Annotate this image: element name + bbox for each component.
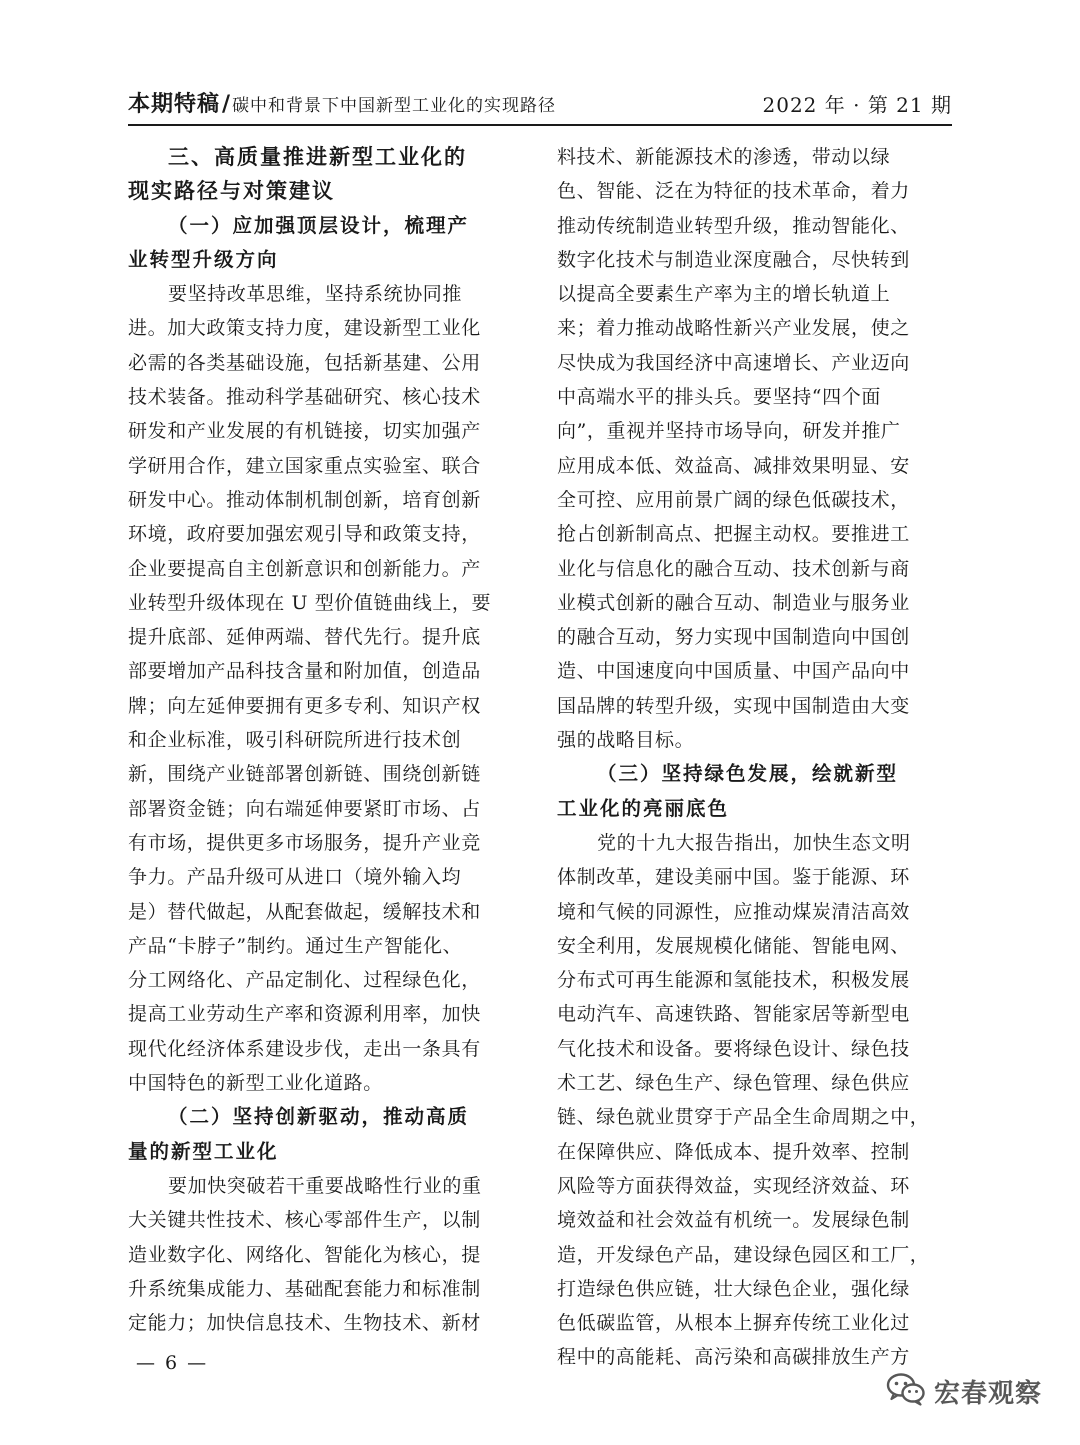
paragraph-line: 体制改革，建设美丽中国。鉴于能源、环 — [557, 866, 910, 889]
paragraph-line: 术工艺、绿色生产、绿色管理、绿色供应 — [557, 1072, 910, 1095]
paragraph-line: 的融合互动，努力实现中国制造向中国创 — [557, 626, 910, 649]
subsection-heading: 工业化的亮丽底色 — [557, 796, 730, 820]
paragraph-line: 程中的高能耗、高污染和高碳排放生产方 — [557, 1346, 910, 1369]
subsection-heading: 量的新型工业化 — [128, 1139, 279, 1163]
header-left — [128, 87, 556, 118]
paragraph-line: 定能力；加快信息技术、生物技术、新材 — [128, 1312, 481, 1335]
paragraph-line: 是）替代做起，从配套做起，缓解技术和 — [128, 900, 481, 923]
subsection-heading: 业转型升级方向 — [128, 247, 279, 271]
paragraph-line: 风险等方面获得效益，实现经济效益、环 — [557, 1174, 910, 1197]
paragraph-line: 环境，政府要加强宏观引导和政策支持， — [128, 523, 481, 546]
paragraph-line: 在保障供应、降低成本、提升效率、控制 — [557, 1140, 910, 1163]
paragraph-line: 研发和产业发展的有机链接，切实加强产 — [128, 420, 481, 443]
paragraph-line: 现代化经济体系建设步伐，走出一条具有 — [128, 1037, 481, 1060]
wechat-icon — [886, 1372, 926, 1410]
header-feature-label: 本期特稿 — [128, 92, 221, 117]
page-number: — 6 — — [136, 1352, 209, 1374]
paragraph-line: 色、智能、泛在为特征的技术革命，着力 — [557, 180, 910, 203]
paragraph-line: 造，开发绿色产品，建设绿色园区和工厂， — [557, 1243, 930, 1266]
paragraph-line: 中国特色的新型工业化道路。 — [128, 1072, 383, 1095]
watermark-text: 宏春观察 — [933, 1378, 1042, 1409]
paragraph-line: 产品“卡脖子”制约。通过生产智能化、 — [128, 934, 463, 957]
paragraph-line: 打造绿色供应链，壮大绿色企业，强化绿 — [557, 1277, 910, 1300]
paragraph-line: 提高工业劳动生产率和资源利用率，加快 — [128, 1003, 481, 1026]
page-header — [128, 84, 952, 126]
paragraph-line: 企业要提高自主创新意识和创新能力。产 — [128, 557, 481, 580]
paragraph-line: 全可控、应用前景广阔的绿色低碳技术， — [557, 488, 910, 511]
paragraph-line: 向”，重视并坚持市场导向，研发并推广 — [557, 420, 901, 443]
right-column — [557, 140, 951, 1375]
paragraph-line: 中高端水平的排头兵。要坚持“四个面 — [557, 386, 881, 409]
paragraph-line: 要加快突破若干重要战略性行业的重 — [168, 1174, 482, 1197]
paragraph-line: 安全利用，发展规模化储能、智能电网、 — [557, 934, 910, 957]
watermark — [886, 1372, 1042, 1410]
left-column — [128, 140, 522, 1340]
paragraph-line: 有市场，提供更多市场服务，提升产业竞 — [128, 831, 481, 854]
paragraph-line: 国品牌的转型升级，实现中国制造由大变 — [557, 694, 910, 717]
paragraph-line: 境和气候的同源性，应推动煤炭清洁高效 — [557, 900, 910, 923]
paragraph-line: 造、中国速度向中国质量、中国产品向中 — [557, 660, 910, 683]
paragraph-line: 分布式可再生能源和氢能技术，积极发展 — [557, 969, 910, 992]
paragraph-line: 电动汽车、高速铁路、智能家居等新型电 — [557, 1003, 910, 1026]
paragraph-line: 牌；向左延伸要拥有更多专利、知识产权 — [128, 694, 481, 717]
paragraph-line: 料技术、新能源技术的渗透，带动以绿 — [557, 146, 891, 168]
header-subtitle: 碳中和背景下中国新型工业化的实现路径 — [232, 96, 557, 116]
paragraph-line: 应用成本低、效益高、减排效果明显、安 — [557, 454, 910, 477]
paragraph-line: 研发中心。推动体制机制创新，培育创新 — [128, 488, 481, 511]
paragraph-line: 业化与信息化的融合互动、技术创新与商 — [557, 557, 910, 580]
paragraph-line: 技术装备。推动科学基础研究、核心技术 — [128, 386, 481, 409]
paragraph-line: 强的战略目标。 — [557, 729, 695, 752]
paragraph-line: 推动传统制造业转型升级，推动智能化、 — [557, 214, 910, 237]
paragraph-line: 境效益和社会效益有机统一。发展绿色制 — [557, 1209, 910, 1232]
section-heading: 三、高质量推进新型工业化的 — [168, 145, 467, 169]
paragraph-line: 来；着力推动战略性新兴产业发展，使之 — [557, 317, 910, 340]
paragraph-line: 大关键共性技术、核心零部件生产，以制 — [128, 1209, 481, 1232]
paragraph-line: 和企业标准，吸引科研院所进行技术创 — [128, 729, 462, 752]
section-heading: 现实路径与对策建议 — [128, 179, 335, 204]
paragraph-line: 链、绿色就业贯穿于产品全生命周期之中， — [557, 1106, 930, 1129]
paragraph-line: 新，围绕产业链部署创新链、围绕创新链 — [128, 763, 481, 786]
paragraph-line: 以提高全要素生产率为主的增长轨道上 — [557, 283, 891, 306]
header-rule — [128, 124, 952, 126]
paragraph-line: 学研用合作，建立国家重点实验室、联合 — [128, 454, 481, 477]
paragraph-line: 抢占创新制高点、把握主动权。要推进工 — [557, 523, 910, 546]
header-issue: 2022 年 · 第 21 期 — [762, 93, 952, 117]
paragraph-line: 分工网络化、产品定制化、过程绿色化， — [128, 969, 481, 992]
paragraph-line: 必需的各类基础设施，包括新基建、公用 — [128, 351, 481, 374]
paragraph-line: 升系统集成能力、基础配套能力和标准制 — [128, 1277, 481, 1300]
paragraph-line: 要坚持改革思维，坚持系统协同推 — [168, 283, 463, 306]
paragraph-line: 业转型升级体现在 U 型价值链曲线上，要 — [128, 591, 492, 614]
paragraph-line: 气化技术和设备。要将绿色设计、绿色技 — [557, 1037, 910, 1060]
subsection-heading: （二）坚持创新驱动，推动高质 — [168, 1105, 470, 1129]
paragraph-line: 造业数字化、网络化、智能化为核心，提 — [128, 1243, 481, 1266]
subsection-heading: （三）坚持绿色发展，绘就新型 — [597, 762, 899, 786]
header-slash: / — [222, 92, 231, 117]
paragraph-line: 部要增加产品科技含量和附加值，创造品 — [128, 660, 481, 683]
paragraph-line: 数字化技术与制造业深度融合，尽快转到 — [557, 248, 910, 271]
paragraph-line: 党的十九大报告指出，加快生态文明 — [597, 831, 911, 854]
paragraph-line: 色低碳监管，从根本上摒弃传统工业化过 — [557, 1312, 910, 1335]
paragraph-line: 争力。产品升级可从进口（境外输入均 — [128, 866, 462, 889]
paragraph-line: 尽快成为我国经济中高速增长、产业迈向 — [557, 351, 910, 374]
paragraph-line: 业模式创新的融合互动、制造业与服务业 — [557, 591, 910, 614]
paragraph-line: 部署资金链；向右端延伸要紧盯市场、占 — [128, 797, 481, 820]
subsection-heading: （一）应加强顶层设计，梳理产 — [168, 213, 470, 237]
paragraph-line: 提升底部、延伸两端、替代先行。提升底 — [128, 626, 481, 649]
paragraph-line: 进。加大政策支持力度，建设新型工业化 — [128, 317, 481, 340]
